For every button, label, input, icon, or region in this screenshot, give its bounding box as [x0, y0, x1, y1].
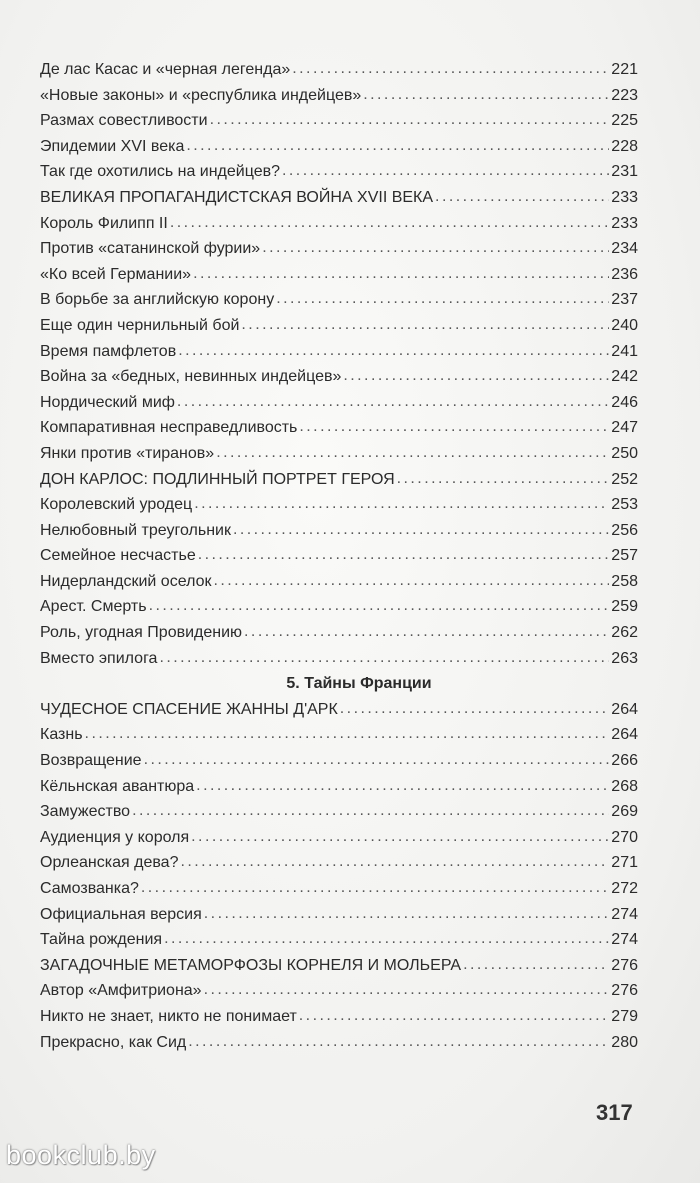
toc-entry-title: Вместо эпилога: [40, 649, 158, 667]
dot-leader: [276, 286, 609, 312]
dot-leader: [282, 158, 609, 184]
toc-entry: [40, 825, 638, 851]
dot-leader: [363, 82, 609, 108]
toc-entry: [40, 902, 638, 928]
toc-entry-title: Орлеанская дева?: [40, 854, 179, 872]
dot-leader: [159, 645, 609, 671]
toc-entry-page: 266: [611, 752, 638, 770]
toc-entry-page: 233: [611, 188, 638, 206]
toc-entry-page: 253: [611, 496, 638, 514]
dot-leader: [193, 261, 609, 287]
toc-entry: [40, 1004, 638, 1030]
toc-entry: [40, 543, 638, 569]
toc-entry-title: Нелюбовный треугольник: [40, 521, 231, 539]
toc-entry: [40, 1030, 638, 1056]
toc-entry: [40, 876, 638, 902]
toc-entry: [40, 646, 638, 672]
dot-leader: [299, 414, 609, 440]
dot-leader: [132, 798, 609, 824]
dot-leader: [144, 747, 610, 773]
toc-entry-page: 276: [611, 956, 638, 974]
toc-entry-page: 272: [611, 880, 638, 897]
toc-entry-title: Официальная версия: [40, 905, 202, 923]
toc-entry-title: Автор «Амфитриона»: [40, 982, 202, 1000]
toc-entry-page: 234: [611, 240, 638, 258]
toc-entry-title: Эпидемии XVI века: [40, 137, 185, 155]
dot-leader: [241, 312, 609, 338]
toc-entry-page: 246: [611, 393, 638, 411]
dot-leader: [188, 1029, 609, 1055]
toc-entry-page: 264: [611, 726, 638, 744]
dot-leader: [194, 491, 609, 517]
toc-entry-page: 263: [611, 649, 638, 667]
toc-entry: [40, 953, 638, 979]
dot-leader: [204, 977, 610, 1003]
dot-leader: [210, 107, 610, 133]
dot-leader: [244, 619, 609, 645]
toc-entry-title: Аудиенция у короля: [40, 828, 190, 846]
toc-entry-page: 257: [611, 547, 638, 565]
dot-leader: [178, 338, 609, 364]
dot-leader: [177, 389, 609, 415]
toc-entry-page: 268: [611, 777, 638, 795]
toc-entry: [40, 134, 638, 160]
dot-leader: [213, 568, 609, 594]
toc-entry-title: Де лас Касас и «черная легенда»: [40, 61, 291, 78]
toc-entry-page: 259: [611, 598, 638, 616]
toc-entry: [40, 390, 638, 416]
dot-leader: [233, 517, 609, 543]
toc-entry-title: Против «сатанинской фурии»: [40, 240, 261, 258]
toc-entry-page: 280: [611, 1033, 638, 1051]
dot-leader: [85, 721, 610, 747]
toc-entry: [40, 748, 638, 774]
toc-entry: [40, 364, 638, 390]
toc-entry: [40, 211, 638, 237]
table-of-contents: [40, 57, 638, 1055]
toc-entry-title: Компаративная несправедливость: [40, 419, 298, 437]
dot-leader: [435, 184, 609, 210]
dot-leader: [343, 363, 609, 389]
toc-entry-title: ДОН КАРЛОС: ПОДЛИННЫЙ ПОРТРЕТ ГЕРОЯ: [40, 470, 395, 488]
toc-entry-page: 256: [611, 521, 638, 539]
dot-leader: [262, 235, 609, 261]
toc-entry-title: Прекрасно, как Сид: [40, 1033, 187, 1051]
dot-leader: [191, 824, 609, 850]
dot-leader: [198, 542, 610, 568]
toc-entry: [40, 236, 638, 262]
dot-leader: [196, 773, 609, 799]
toc-entry-title: Янки против «тиранов»: [40, 444, 215, 462]
toc-entry-page: 270: [611, 828, 638, 846]
toc-entry-title: Возвращение: [40, 752, 142, 770]
toc-entry: [40, 978, 638, 1004]
dot-leader: [292, 56, 609, 82]
toc-entry-title: Семейное несчастье: [40, 547, 196, 565]
toc-entry-title: Время памфлетов: [40, 342, 177, 360]
dot-leader: [463, 952, 609, 978]
dot-leader: [149, 593, 610, 619]
toc-entry-title: В борьбе за английскую корону: [40, 291, 275, 309]
toc-entry-page: 250: [611, 444, 638, 462]
toc-entry-page: 279: [611, 1007, 638, 1025]
dot-leader: [186, 133, 609, 159]
toc-entry-page: 252: [611, 470, 638, 488]
toc-entry-page: 271: [611, 854, 638, 872]
dot-leader: [180, 849, 609, 875]
toc-entry-title: Еще один чернильный бой: [40, 316, 240, 334]
toc-entry-page: 258: [611, 572, 638, 590]
toc-entry: [40, 697, 638, 723]
toc-entry: [40, 492, 638, 518]
toc-entry: [40, 57, 638, 83]
toc-entry-title: ЗАГАДОЧНЫЕ МЕТАМОРФОЗЫ КОРНЕЛЯ И МОЛЬЕРА: [40, 956, 462, 974]
toc-entry-page: 225: [611, 112, 638, 130]
toc-entry: [40, 927, 638, 953]
toc-entry: [40, 108, 638, 134]
dot-leader: [216, 440, 609, 466]
toc-entry: [40, 185, 638, 211]
toc-entry-page: 233: [611, 214, 638, 232]
toc-entry: [40, 850, 638, 876]
toc-entry-page: 237: [611, 291, 638, 309]
toc-entry-page: 221: [611, 61, 638, 78]
toc-entry: [40, 467, 638, 493]
toc-entry-page: 262: [611, 624, 638, 642]
toc-entry-page: 236: [611, 265, 638, 283]
toc-entry-page: 274: [611, 905, 638, 923]
watermark-logo: bookclub.by: [6, 1140, 156, 1170]
toc-entry: [40, 594, 638, 620]
page-number: 317: [596, 1100, 633, 1125]
toc-entry-title: Кёльнская авантюра: [40, 777, 195, 795]
toc-entry: [40, 415, 638, 441]
toc-entry: [40, 287, 638, 313]
dot-leader: [164, 926, 609, 952]
dot-leader: [340, 696, 610, 722]
toc-entry-title: «Новые законы» и «республика индейцев»: [40, 86, 362, 104]
toc-entry-page: 241: [611, 342, 638, 360]
toc-entry-title: Самозванка?: [40, 880, 139, 897]
toc-entry-page: 247: [611, 419, 638, 437]
toc-entry: [40, 799, 638, 825]
toc-entry-page: 242: [611, 368, 638, 386]
toc-entry: [40, 774, 638, 800]
toc-entry-page: 223: [611, 86, 638, 104]
dot-leader: [141, 875, 609, 901]
toc-entry-title: Казнь: [40, 726, 83, 744]
toc-entry-page: 276: [611, 982, 638, 1000]
toc-entry-title: Арест. Смерть: [40, 598, 147, 616]
toc-entry: [40, 313, 638, 339]
toc-entry: [40, 569, 638, 595]
toc-entry: [40, 518, 638, 544]
toc-entry-title: Роль, угодная Провидению: [40, 624, 243, 642]
chapter-heading: 5. Тайны Франции: [286, 675, 432, 693]
toc-entry: [40, 441, 638, 467]
toc-entry: [40, 339, 638, 365]
toc-entry: [40, 620, 638, 646]
dot-leader: [170, 210, 609, 236]
dot-leader: [397, 466, 610, 492]
toc-entry-title: ВЕЛИКАЯ ПРОПАГАНДИСТСКАЯ ВОЙНА XVII ВЕКА: [40, 188, 434, 206]
toc-entry-page: 231: [611, 163, 638, 181]
toc-entry-title: Так где охотились на индейцев?: [40, 163, 281, 181]
toc-entry-title: Война за «бедных, невинных индейцев»: [40, 368, 342, 386]
toc-entry-title: Размах совестливости: [40, 112, 208, 130]
toc-entry-title: Королевский уродец: [40, 496, 193, 514]
toc-entry-page: 269: [611, 803, 638, 821]
toc-entry-title: ЧУДЕСНОЕ СПАСЕНИЕ ЖАННЫ Д'АРК: [40, 700, 338, 718]
toc-entry-page: 240: [611, 316, 638, 334]
dot-leader: [299, 1003, 610, 1029]
toc-entry-page: 264: [611, 700, 638, 718]
toc-entry-title: Тайна рождения: [40, 931, 163, 949]
toc-entry: [40, 159, 638, 185]
toc-entry-title: Никто не знает, никто не понимает: [40, 1007, 297, 1025]
toc-entry: [40, 262, 638, 288]
toc-entry: [40, 722, 638, 748]
toc-entry-page: 274: [611, 931, 638, 949]
toc-entry-title: Замужество: [40, 803, 131, 821]
toc-entry-title: «Ко всей Германии»: [40, 265, 192, 283]
dot-leader: [204, 901, 610, 927]
toc-group-2: [40, 697, 638, 1055]
toc-group-1: [40, 57, 638, 671]
toc-entry-title: Король Филипп II: [40, 214, 168, 232]
toc-entry-page: 228: [611, 137, 638, 155]
toc-entry: [40, 83, 638, 109]
toc-entry-title: Нидерландский оселок: [40, 572, 212, 590]
toc-entry-title: Нордический миф: [40, 393, 175, 411]
